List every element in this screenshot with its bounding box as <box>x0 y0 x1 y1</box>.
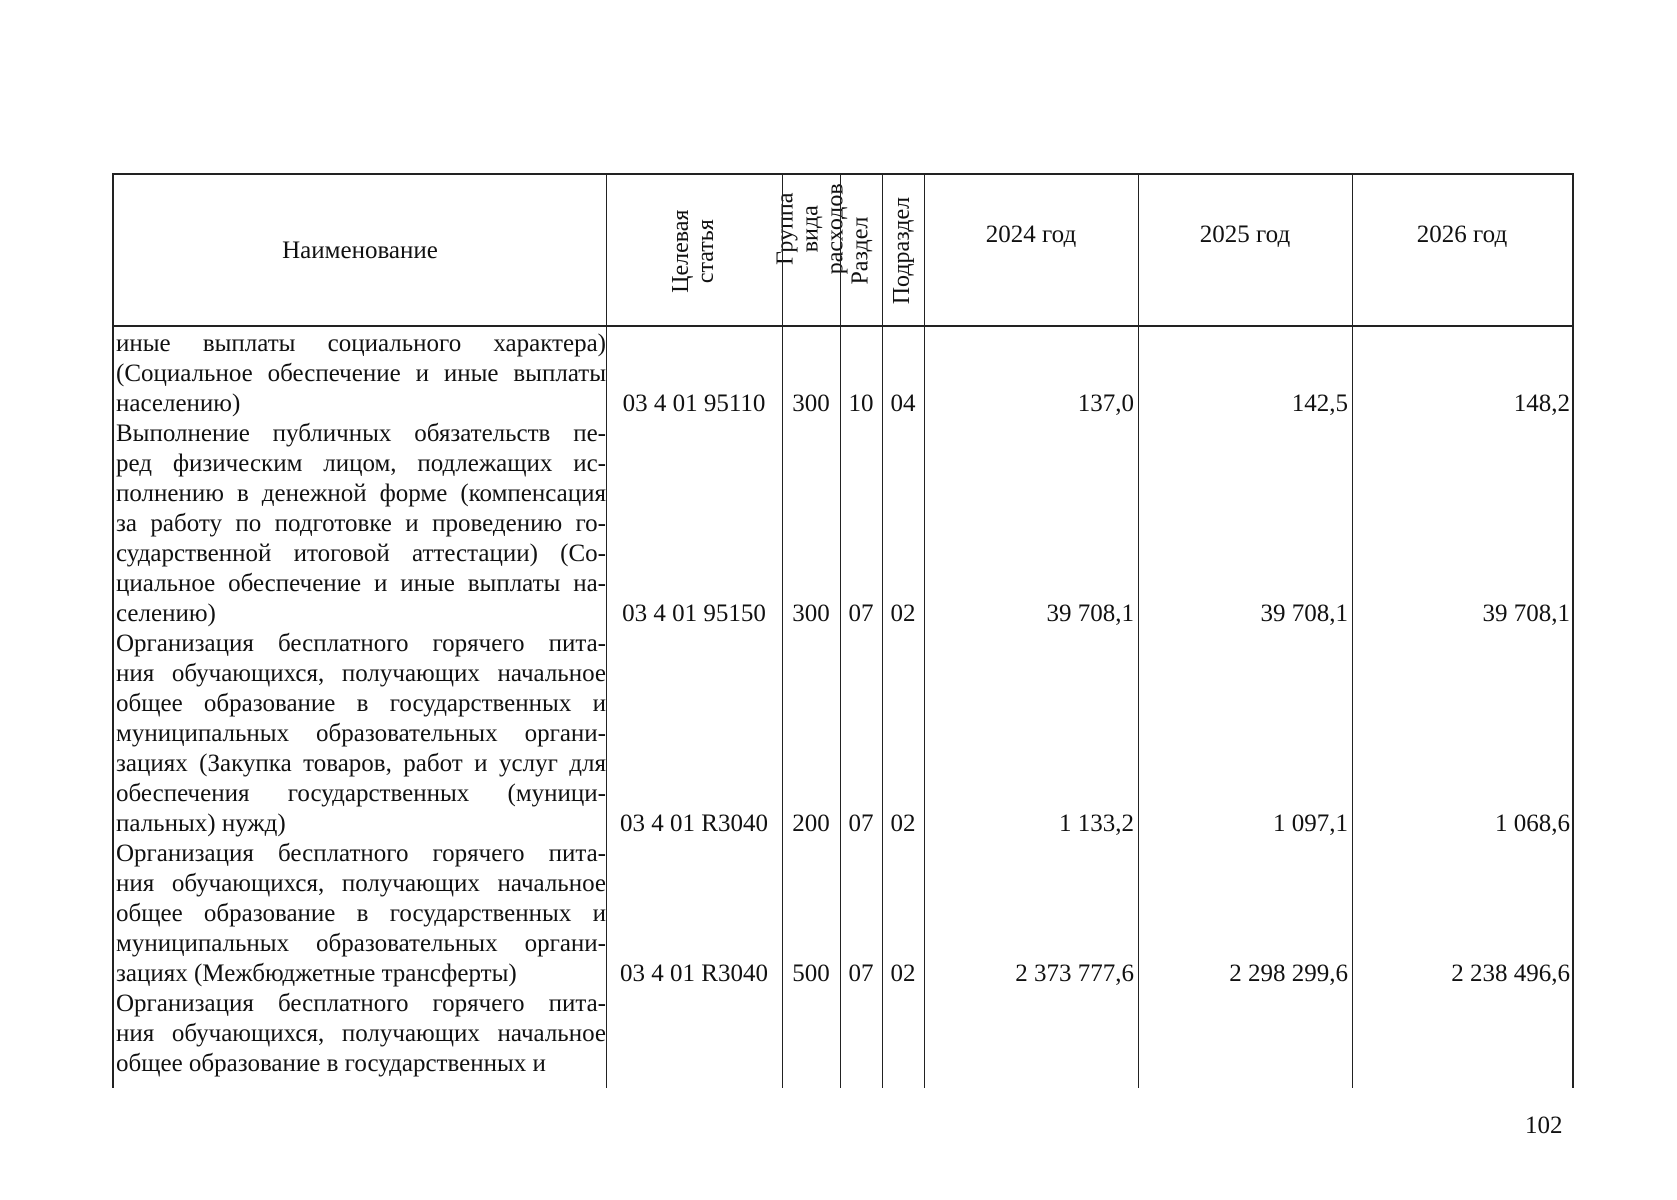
column-divider <box>1352 173 1353 1088</box>
row-subsection: 02 <box>890 600 916 627</box>
row-value-2024: 39 708,1 <box>1046 600 1134 627</box>
row-name-line: ния обучающихся, получающих начальное <box>116 870 606 897</box>
row-code: 03 4 01 95150 <box>622 600 766 627</box>
row-name-line: ния обучающихся, получающих начальное <box>116 660 606 687</box>
row-name-line: зациях (Межбюджетные трансферты) <box>116 960 517 987</box>
row-name-line: Организация бесплатного горячего пита- <box>116 990 606 1017</box>
row-name-line: общее образование в государственных и <box>116 1050 546 1077</box>
budget-table <box>112 173 1574 1088</box>
row-code: 03 4 01 95110 <box>622 390 766 417</box>
header-target-article-text: Целевая статья <box>667 209 719 293</box>
row-name-line: Организация бесплатного горячего пита- <box>116 840 606 867</box>
table-header <box>114 173 1572 327</box>
row-name-line: полнению в денежной форме (компенсация <box>116 480 606 507</box>
row-name-line: сударственной итоговой аттестации) (Со- <box>116 540 606 567</box>
row-name-line: циальное обеспечение и иные выплаты на- <box>116 570 606 597</box>
row-section: 07 <box>848 810 874 837</box>
header-2024: 2024 год <box>985 220 1077 248</box>
row-subsection: 02 <box>890 810 916 837</box>
row-name-line: обеспечения государственных (муници- <box>116 780 606 807</box>
header-name: Наименование <box>282 236 438 264</box>
row-name <box>114 989 606 1079</box>
column-divider <box>782 173 783 1088</box>
row-name-line: ред физическим лицом, подлежащих ис- <box>116 450 606 477</box>
column-divider <box>882 173 883 1088</box>
row-section: 07 <box>848 960 874 987</box>
row-code: 03 4 01 R3040 <box>620 960 768 987</box>
row-name-line: населению) <box>116 390 241 417</box>
row-name-line: муниципальных образовательных органи- <box>116 930 606 957</box>
column-divider <box>924 173 925 1088</box>
row-name-line: пальных) нужд) <box>116 810 286 837</box>
row-subsection: 04 <box>890 390 916 417</box>
row-name-line: селению) <box>116 600 216 627</box>
row-expense-group: 300 <box>792 600 830 627</box>
row-expense-group: 300 <box>792 390 830 417</box>
header-section <box>840 175 882 327</box>
header-2026: 2026 год <box>1416 220 1508 248</box>
row-name-line: ния обучающихся, получающих начальное <box>116 1020 606 1047</box>
row-value-2024: 2 373 777,6 <box>1015 960 1134 987</box>
row-name-line: зациях (Закупка товаров, работ и услуг для <box>116 750 606 777</box>
row-name <box>114 329 606 419</box>
row-name-line: за работу по подготовке и проведению го- <box>116 510 606 537</box>
row-name-line: Выполнение публичных обязательств пе- <box>116 420 606 447</box>
row-value-2024: 1 133,2 <box>1059 810 1134 837</box>
row-name <box>114 419 606 629</box>
row-name-line: общее образование в государственных и <box>116 900 606 927</box>
row-name-line: (Социальное обеспечение и иные выплаты <box>116 360 606 387</box>
row-name-line: общее образование в государственных и <box>116 690 606 717</box>
header-expense-group <box>772 175 849 327</box>
header-expense-group-text: Группа вида расходов <box>772 183 849 275</box>
row-section: 07 <box>848 600 874 627</box>
page-number: 102 <box>1525 1112 1563 1139</box>
row-value-2025: 39 708,1 <box>1260 600 1348 627</box>
row-name-line: муниципальных образовательных органи- <box>116 720 606 747</box>
row-name-line: Организация бесплатного горячего пита- <box>116 630 606 657</box>
row-code: 03 4 01 R3040 <box>620 810 768 837</box>
column-divider <box>606 173 607 1088</box>
header-section-text: Раздел <box>847 217 874 285</box>
row-subsection: 02 <box>890 960 916 987</box>
row-value-2024: 137,0 <box>1077 390 1134 417</box>
row-name <box>114 629 606 839</box>
header-subsection <box>882 175 924 327</box>
row-name <box>114 839 606 989</box>
column-divider <box>840 173 841 1088</box>
row-value-2026: 2 238 496,6 <box>1451 960 1570 987</box>
row-expense-group: 200 <box>792 810 830 837</box>
row-value-2025: 142,5 <box>1291 390 1348 417</box>
row-name-line: иные выплаты социального характера) <box>116 330 606 357</box>
row-expense-group: 500 <box>792 960 830 987</box>
row-value-2025: 1 097,1 <box>1273 810 1348 837</box>
header-target-article <box>606 175 782 327</box>
row-value-2025: 2 298 299,6 <box>1229 960 1348 987</box>
column-divider <box>1138 173 1139 1088</box>
row-value-2026: 39 708,1 <box>1482 600 1570 627</box>
row-section: 10 <box>848 390 874 417</box>
row-value-2026: 1 068,6 <box>1495 810 1570 837</box>
row-value-2026: 148,2 <box>1513 390 1570 417</box>
header-2025: 2025 год <box>1199 220 1291 248</box>
header-subsection-text: Подраздел <box>889 197 916 305</box>
